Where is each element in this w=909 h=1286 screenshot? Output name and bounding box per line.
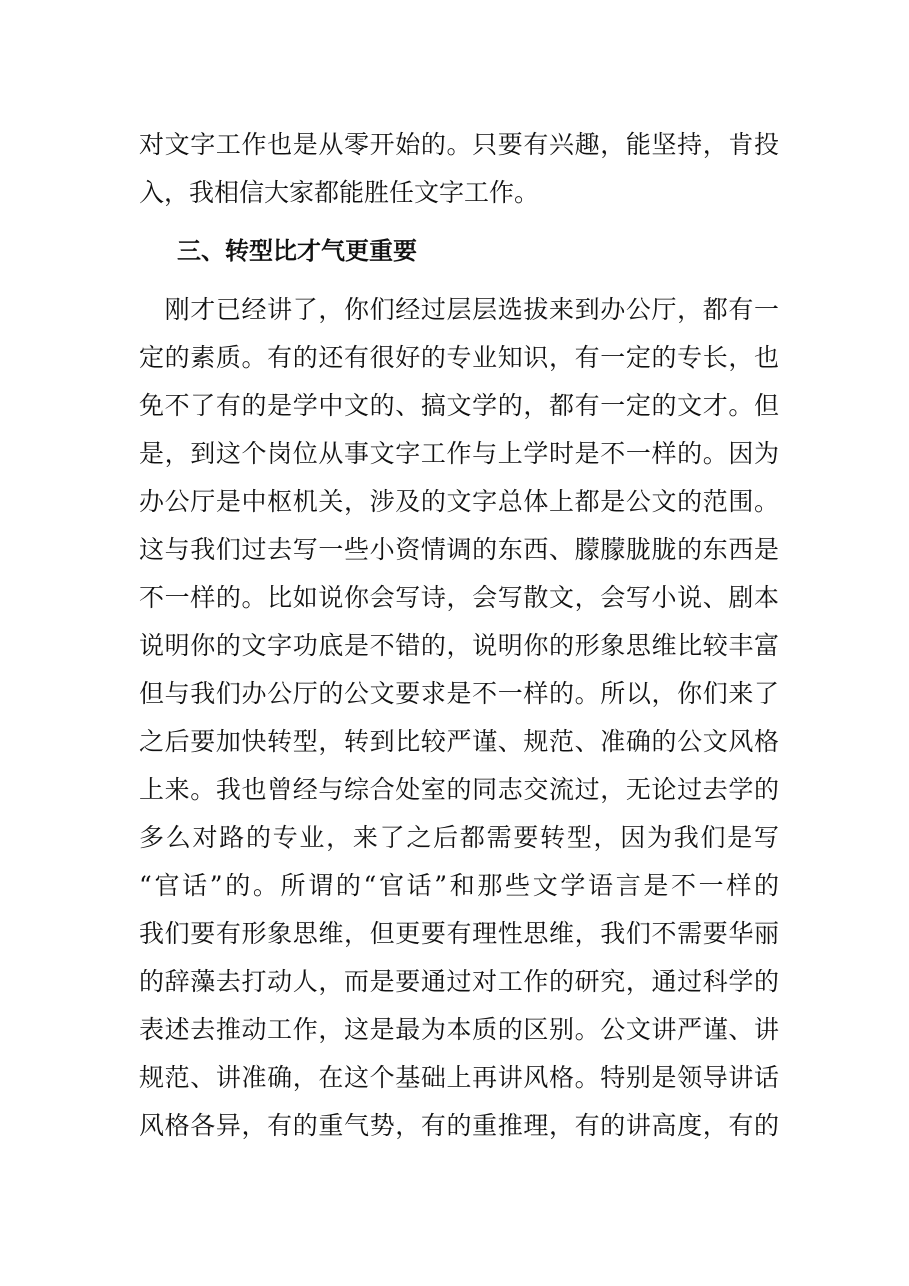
intro-line-2: 入，我相信大家都能胜任文字工作。 — [139, 178, 540, 207]
body-line-3: 免不了有的是学中文的、搞文学的，都有一定的文才。但 — [139, 391, 779, 420]
body-line-5: 办公厅是中枢机关，涉及的文字总体上都是公文的范围。 — [139, 487, 779, 516]
intro-line-1: 对文字工作也是从零开始的。只要有兴趣，能坚持，肯投 — [139, 130, 779, 159]
section-heading: 三、转型比才气更重要 — [177, 237, 417, 265]
body-line-8: 说明你的文字功底是不错的，说明你的形象思维比较丰富 — [139, 631, 779, 660]
body-line-4: 是，到这个岗位从事文字工作与上学时是不一样的。因为 — [139, 439, 779, 468]
body-line-1: 刚才已经讲了，你们经过层层选拔来到办公厅，都有一 — [139, 295, 779, 324]
body-line-12: 多么对路的专业，来了之后都需要转型，因为我们是写 — [139, 823, 779, 852]
body-line-13: “官话”的。所谓的“官话”和那些文学语言是不一样的 — [139, 871, 779, 900]
body-line-15: 的辞藻去打动人，而是要通过对工作的研究，通过科学的 — [139, 967, 779, 996]
body-line-10: 之后要加快转型，转到比较严谨、规范、准确的公文风格 — [139, 727, 779, 756]
body-line-7: 不一样的。比如说你会写诗，会写散文，会写小说、剧本 — [139, 583, 779, 612]
body-line-14: 我们要有形象思维，但更要有理性思维，我们不需要华丽 — [139, 919, 779, 948]
body-line-18: 风格各异，有的重气势，有的重推理，有的讲高度，有的 — [139, 1111, 779, 1140]
body-line-11: 上来。我也曾经与综合处室的同志交流过，无论过去学的 — [139, 775, 779, 804]
body-line-17: 规范、讲准确，在这个基础上再讲风格。特别是领导讲话 — [139, 1063, 779, 1092]
body-line-9: 但与我们办公厅的公文要求是不一样的。所以，你们来了 — [139, 679, 779, 708]
body-line-6: 这与我们过去写一些小资情调的东西、朦朦胧胧的东西是 — [139, 535, 779, 564]
body-line-16: 表述去推动工作，这是最为本质的区别。公文讲严谨、讲 — [139, 1015, 779, 1044]
body-line-2: 定的素质。有的还有很好的专业知识，有一定的专长，也 — [139, 343, 779, 372]
